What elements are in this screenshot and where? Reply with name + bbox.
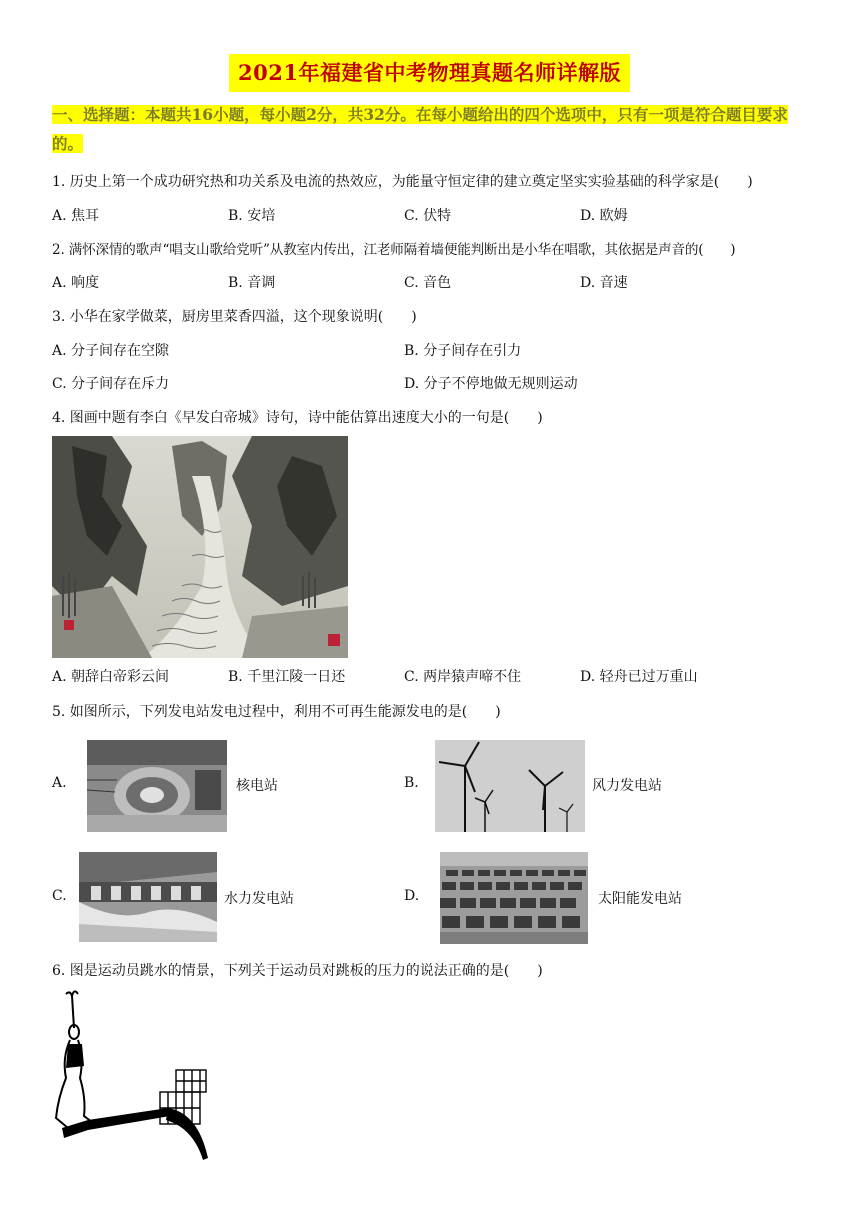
q1-option-c: C. 伏特 (404, 208, 452, 224)
q5-option-d-label: 太阳能发电站 (598, 891, 682, 907)
q1-option-b: B. 安培 (228, 208, 276, 224)
q3-option-d: D. 分子不停地做无规则运动 (404, 376, 578, 392)
wind-turbine-image (435, 740, 585, 832)
q4-option-a: A. 朝辞白帝彩云间 (52, 669, 170, 685)
q5-option-b-label: 风力发电站 (592, 778, 662, 794)
question-1-stem: 1. 历史上第一个成功研究热和功关系及电流的热效应，为能量守恒定律的建立奠定坚实实验基础的科学家是( ) (52, 174, 753, 190)
q4-option-b: B. 千里江陵一日还 (228, 669, 346, 685)
q2-option-a: A. 响度 (52, 275, 100, 291)
q3-option-a: A. 分子间存在空隙 (52, 343, 170, 359)
page-title: 2021年福建省中考物理真题名师详解版 (229, 54, 630, 92)
solar-plant-image (440, 852, 588, 944)
q4-option-d: D. 轻舟已过万重山 (580, 669, 698, 685)
q3-option-b: B. 分子间存在引力 (404, 343, 522, 359)
q5-option-b-letter: B. (404, 775, 419, 791)
q3-option-c: C. 分子间存在斥力 (52, 376, 170, 392)
q1-option-d: D. 欧姆 (580, 208, 628, 224)
q2-option-c: C. 音色 (404, 275, 452, 291)
question-4-stem: 4. 图画中题有李白《早发白帝城》诗句，诗中能估算出速度大小的一句是( ) (52, 410, 543, 426)
q5-option-c-letter: C. (52, 888, 67, 904)
q1-option-a: A. 焦耳 (52, 208, 100, 224)
question-5-stem: 5. 如图所示，下列发电站发电过程中，利用不可再生能源发电的是( ) (52, 704, 501, 720)
q4-option-c: C. 两岸猿声啼不住 (404, 669, 522, 685)
q5-option-a-letter: A. (52, 775, 67, 791)
q5-option-a-label: 核电站 (236, 778, 278, 794)
landscape-painting-image (52, 436, 348, 658)
q5-option-d-letter: D. (404, 888, 420, 904)
section-heading: 一、选择题：本题共16小题，每小题2分，共32分。在每小题给出的四个选项中，只有一项是符合题目要求的。 (52, 105, 788, 153)
question-2-stem: 2. 满怀深情的歌声“唱支山歌给党听”从教室内传出，江老师隔着墙便能判断出是小华在唱歌，其依据是声音的( ) (52, 242, 736, 258)
hydro-plant-image (79, 852, 217, 942)
q2-option-d: D. 音速 (580, 275, 628, 291)
nuclear-plant-image (87, 740, 227, 832)
question-6-stem: 6. 图是运动员跳水的情景，下列关于运动员对跳板的压力的说法正确的是( ) (52, 963, 543, 979)
question-3-stem: 3. 小华在家学做菜，厨房里菜香四溢，这个现象说明( ) (52, 309, 417, 325)
q5-option-c-label: 水力发电站 (224, 891, 294, 907)
diver-diagram (48, 988, 218, 1168)
q2-option-b: B. 音调 (228, 275, 276, 291)
